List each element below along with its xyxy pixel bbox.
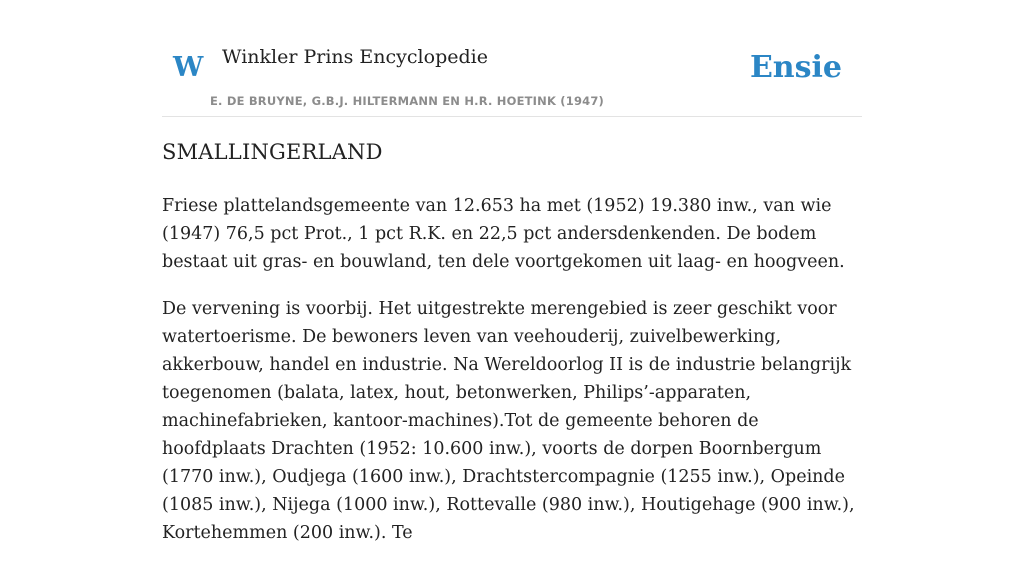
page-header — [162, 0, 862, 117]
article-paragraph: De vervening is voorbij. Het uitgestrekte merengebied is zeer geschikt voor watertoerisme. De bewoners leven van veehouderij, zuivelbewerking, akkerbouw, handel en industrie. Na Wereldoorlog II is de industrie belangrijk toegenomen (balata, latex, hout, betonwerken, Philips’-apparaten, machinefabrieken, kantoor-machines).Tot de gemeente behoren de hoofdplaats Drachten (1952: 10.600 inw.), voorts de dorpen Boornbergum (1770 inw.), Oudjega (1600 inw.), Drachtstercompagnie (1255 inw.), Opeinde (1085 inw.), Nijega (1000 inw.), Rottevalle (980 inw.), Houtigehage (900 inw.), Kortehemmen (200 inw.). Te — [162, 299, 855, 543]
article-body — [162, 192, 862, 566]
article-title: SMALLINGERLAND — [162, 140, 383, 164]
ensie-brand-logo[interactable]: Ensie — [749, 50, 842, 85]
publication-authors: E. DE BRUYNE, G.B.J. HILTERMANN EN H.R. HOETINK (1947) — [210, 94, 605, 108]
article-paragraph: Friese plattelandsgemeente van 12.653 ha met (1952) 19.380 inw., van wie (1947) 76,5 pct Prot., 1 pct R.K. en 22,5 pct andersdenkenden. De bodem bestaat uit gras- en bouwland, ten dele voortgekomen uit laag- en hoogveen. — [162, 196, 845, 272]
page — [162, 0, 862, 543]
winkler-prins-logo[interactable]: W — [173, 52, 204, 83]
publication-title[interactable]: Winkler Prins Encyclopedie — [222, 46, 488, 68]
